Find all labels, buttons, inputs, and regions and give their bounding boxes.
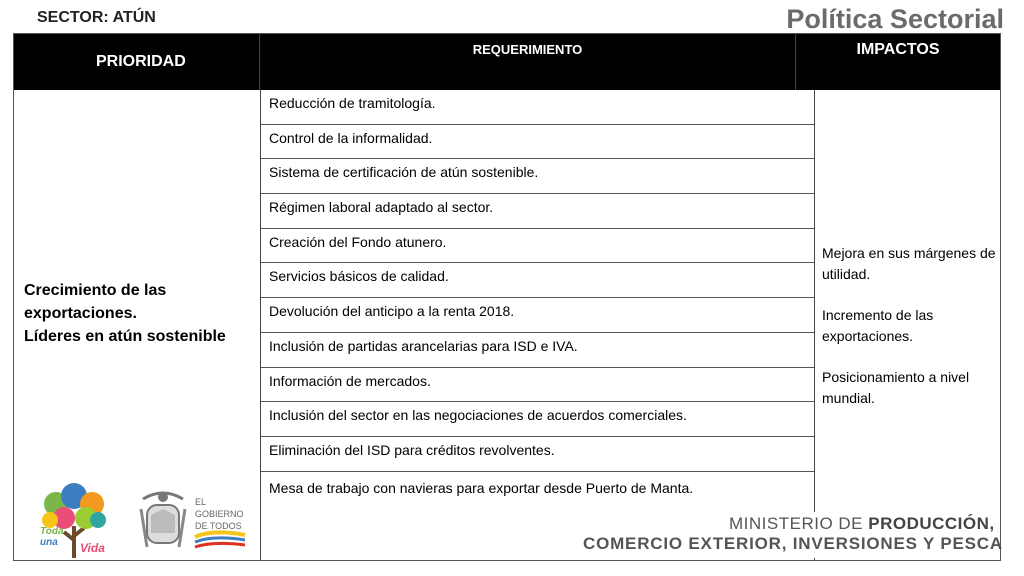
ministry-line-2: COMERCIO EXTERIOR, INVERSIONES Y PESCA xyxy=(583,534,1003,553)
requirement-row: Inclusión de partidas arancelarias para ISD e IVA. xyxy=(261,333,814,368)
requirements-list xyxy=(261,90,814,506)
requirement-row: Creación del Fondo atunero. xyxy=(261,229,814,264)
requirement-row: Régimen laboral adaptado al sector. xyxy=(261,194,814,229)
column-header-priority: PRIORIDAD xyxy=(14,34,260,90)
impact-item: Incremento de las exportaciones. xyxy=(822,307,934,344)
logo-word: una xyxy=(40,537,58,548)
impact-item: Mejora en sus márgenes de utilidad. xyxy=(822,245,996,282)
requirement-row: Devolución del anticipo a la renta 2018. xyxy=(261,298,814,333)
page-title: Política Sectorial xyxy=(786,4,1004,34)
column-divider xyxy=(814,90,815,560)
priority-cell xyxy=(24,279,254,348)
logo-word: Toda xyxy=(40,526,64,537)
sector-label: SECTOR: ATÚN xyxy=(37,9,156,26)
impact-item: Posicionamiento a nivel mundial. xyxy=(822,369,970,406)
ministry-word-bold: PRODUCCIÓN, xyxy=(868,514,995,533)
requirement-row: Inclusión del sector en las negociaciones de acuerdos comerciales. xyxy=(261,402,814,437)
requirement-row: Control de la informalidad. xyxy=(261,125,814,160)
logo-word: Vida xyxy=(80,541,105,555)
el-gobierno-de-todos-logo xyxy=(133,485,253,557)
requirement-row: Eliminación del ISD para créditos revolventes. xyxy=(261,437,814,472)
ministry-logo xyxy=(583,512,1003,558)
policy-table xyxy=(13,33,1001,561)
requirement-row: Reducción de tramitología. xyxy=(261,90,814,125)
priority-line: exportaciones. xyxy=(24,305,137,322)
gobierno-word: DE TODOS xyxy=(195,521,242,531)
priority-line: Crecimiento de las xyxy=(24,282,167,299)
ministry-line-1 xyxy=(729,514,995,534)
requirement-row: Mesa de trabajo con navieras para exportar desde Puerto de Manta. xyxy=(269,479,694,496)
impacts-cell xyxy=(822,243,1002,429)
column-header-impacts: IMPACTOS xyxy=(796,34,1000,90)
gobierno-word: GOBIERNO xyxy=(195,509,244,519)
gobierno-word: EL xyxy=(195,497,207,507)
ministry-word: MINISTERIO DE xyxy=(729,514,869,533)
column-header-requirement: REQUERIMIENTO xyxy=(260,34,796,90)
priority-line: Líderes en atún sostenible xyxy=(24,328,226,345)
toda-una-vida-logo xyxy=(34,482,114,560)
requirement-row: Servicios básicos de calidad. xyxy=(261,263,814,298)
requirement-row: Información de mercados. xyxy=(261,368,814,403)
requirement-row: Sistema de certificación de atún sostenible. xyxy=(261,159,814,194)
